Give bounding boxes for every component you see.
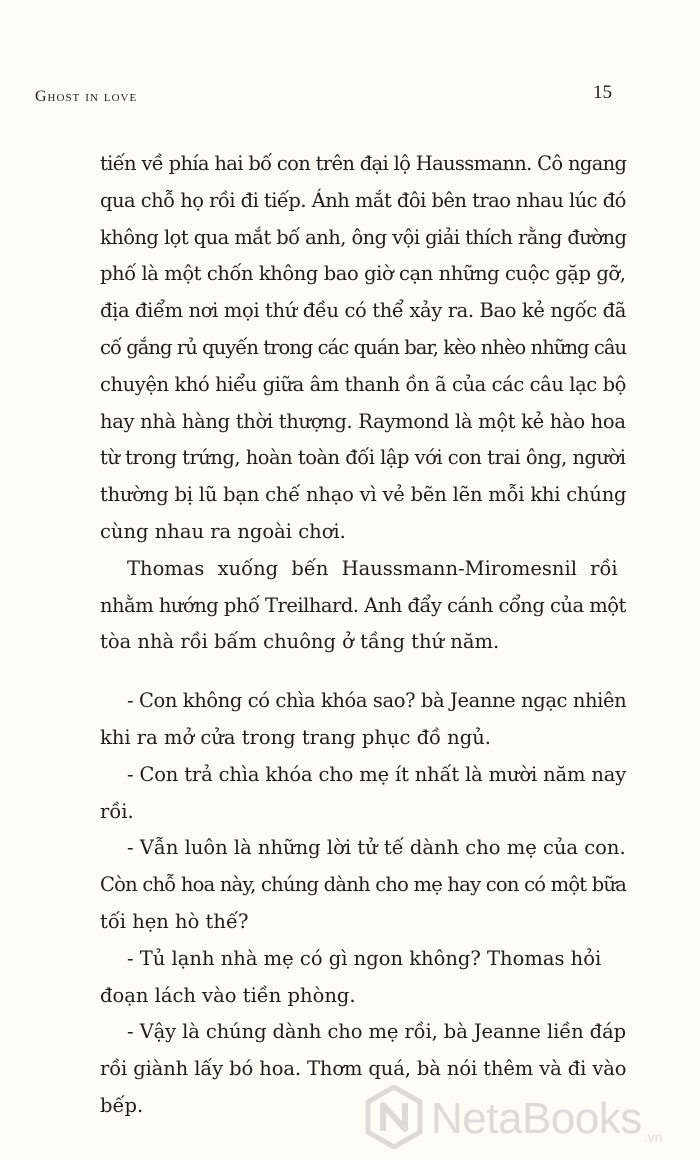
text-line: tiến về phía hai bố con trên đại lộ Haussmann. Cô ngang <box>100 152 627 175</box>
text-line: hay nhà hàng thời thượng. Raymond là một kẻ hào hoa <box>100 409 626 433</box>
dialogue-paragraph <box>100 941 626 1015</box>
text-line: Thomas xuống bến Haussmann-Miromesnil rồi <box>127 556 618 580</box>
text-line: rồi giành lấy bó hoa. Thơm quá, bà nói thêm và đi vào <box>100 1057 627 1081</box>
text-line: tối hẹn hò thế? <box>100 909 249 933</box>
text-line: bếp. <box>100 1093 144 1117</box>
dialogue-paragraph <box>100 830 626 940</box>
text-line: - Con không có chìa khóa sao? bà Jeanne ngạc nhiên <box>127 689 627 713</box>
text-line: - Con trả chìa khóa cho mẹ ít nhất là mười năm nay <box>127 762 627 786</box>
text-line: khi ra mở cửa trong trang phục đồ ngủ. <box>100 725 491 749</box>
page-body <box>100 146 626 1125</box>
text-line: phố là một chốn không bao giờ cạn những cuộc gặp gỡ, <box>100 262 626 286</box>
text-line: - Tủ lạnh nhà mẹ có gì ngon không? Thomas hỏi <box>127 946 602 970</box>
text-line: nhằm hướng phố Treilhard. Anh đẩy cánh cổng của một <box>100 593 626 617</box>
text-line: địa điểm nơi mọi thứ đều có thể xảy ra. Bao kẻ ngốc đã <box>100 299 627 323</box>
text-line: qua chỗ họ rồi đi tiếp. Ánh mắt đôi bên trao nhau lúc đó <box>100 188 626 212</box>
text-line: đoạn lách vào tiền phòng. <box>100 983 356 1007</box>
page-number: 15 <box>593 82 612 103</box>
text-line: chuyện khó hiểu giữa âm thanh ồn ã của các câu lạc bộ <box>100 372 626 396</box>
paragraph <box>100 146 626 551</box>
watermark <box>365 1085 662 1153</box>
text-line: thường bị lũ bạn chế nhạo vì vẻ bẽn lẽn mỗi khi chúng <box>100 483 627 507</box>
text-line: cùng nhau ra ngoài chơi. <box>100 519 346 543</box>
text-line: rồi. <box>100 799 134 823</box>
text-line: cố gắng rủ quyến trong các quán bar, kèo nhèo những câu <box>100 335 627 359</box>
paragraph-gap <box>100 661 626 683</box>
text-line: - Vậy là chúng dành cho mẹ rồi, bà Jeanne liền đáp <box>127 1020 626 1044</box>
running-head-title: Ghost in love <box>35 88 138 105</box>
dialogue-paragraph <box>100 757 626 831</box>
text-line: từ trong trứng, hoàn toàn đối lập với con trai ông, người <box>100 446 626 470</box>
dialogue-paragraph <box>100 683 626 757</box>
text-line: không lọt qua mắt bố anh, ông vội giải thích rằng đường <box>100 225 627 249</box>
watermark-text: NetaBooks <box>431 1094 642 1143</box>
text-line: Còn chỗ hoa này, chúng dành cho mẹ hay con có một bữa <box>100 873 627 897</box>
text-line: tòa nhà rồi bấm chuông ở tầng thứ năm. <box>100 630 500 654</box>
watermark-suffix: .vn <box>643 1129 663 1145</box>
netabooks-logo-icon <box>365 1085 423 1153</box>
paragraph <box>100 551 626 661</box>
text-line: - Vẫn luôn là những lời tử tế dành cho mẹ của con. <box>127 836 626 860</box>
